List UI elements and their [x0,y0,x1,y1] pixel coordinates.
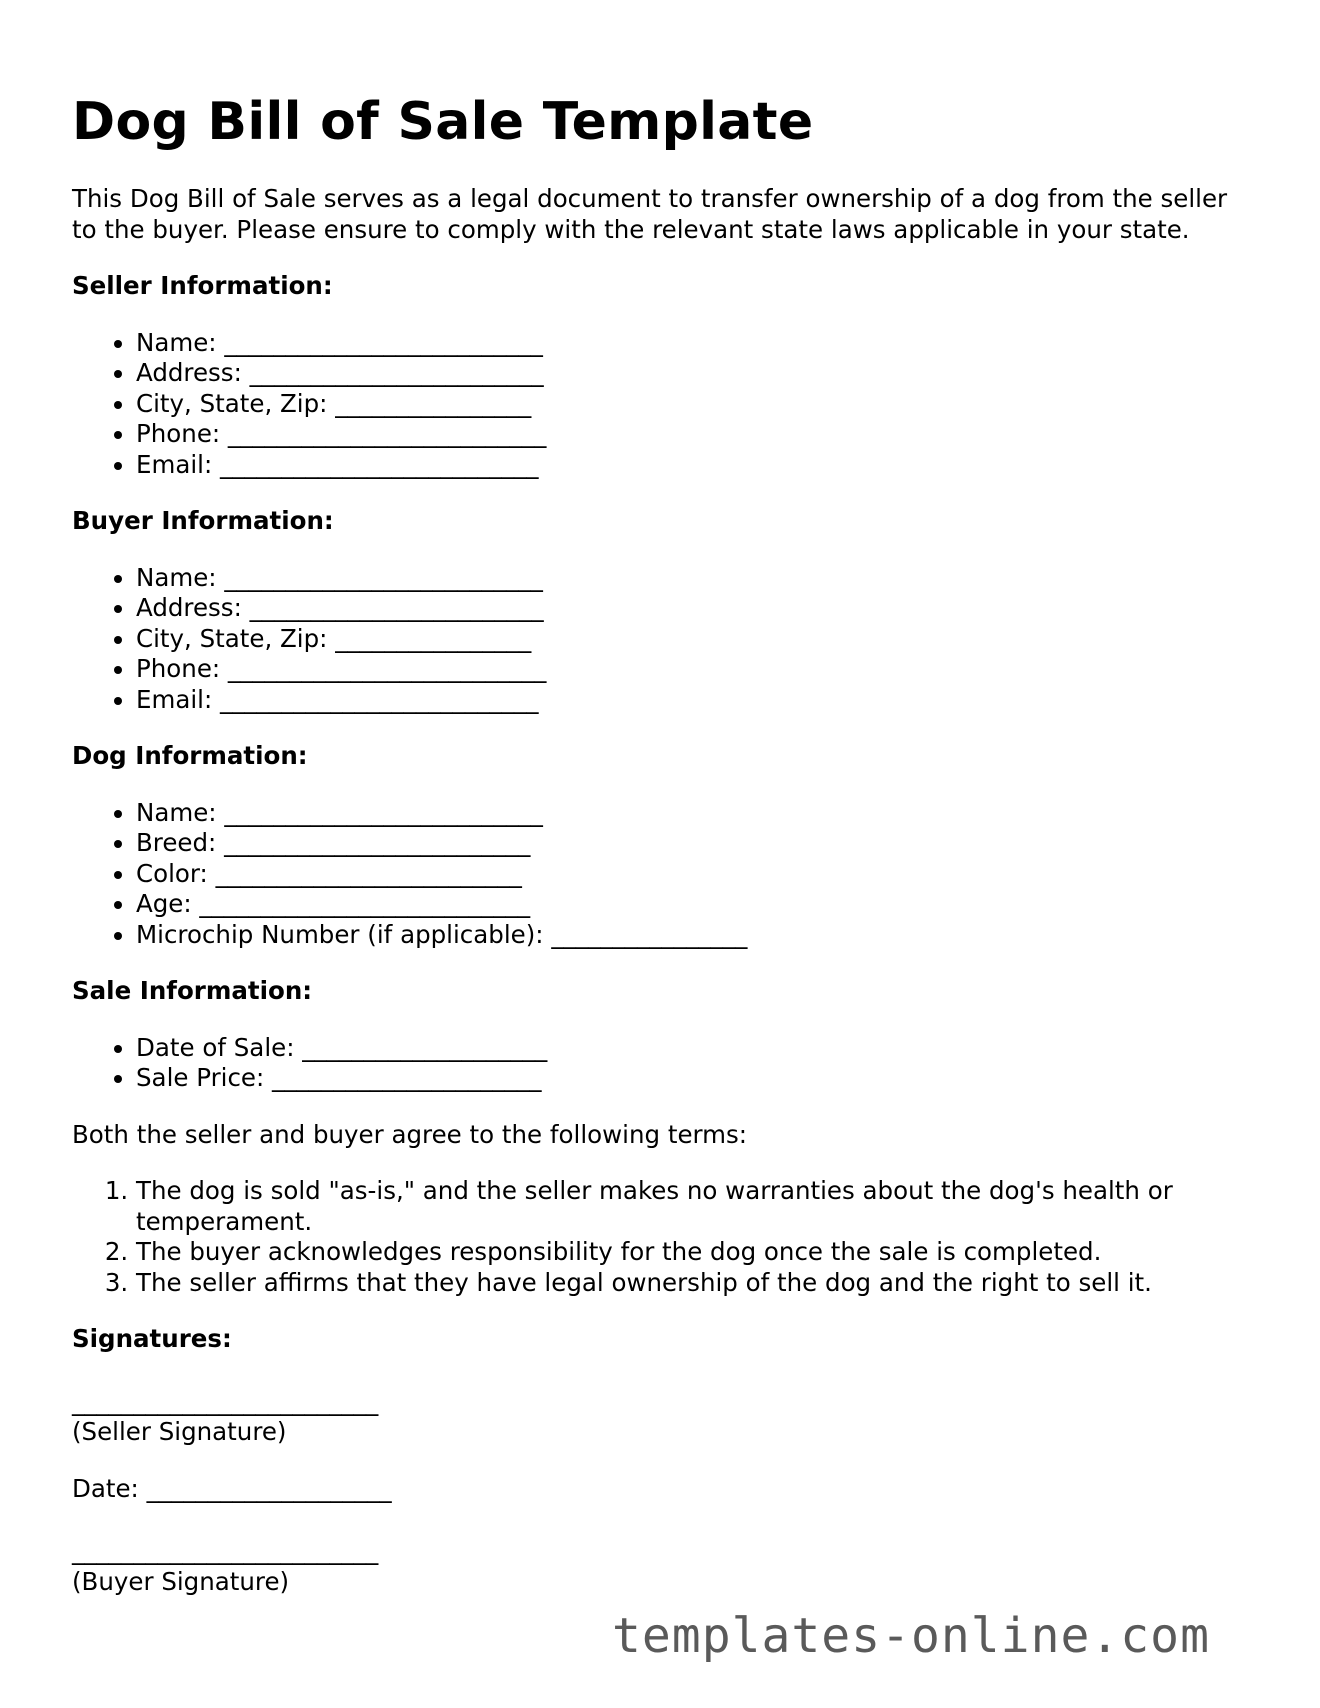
buyer-heading: Buyer Information: [72,506,334,535]
date-block [72,1474,1252,1505]
seller-signature-block [72,1387,1252,1448]
dog-heading: Dog Information: [72,741,308,770]
signatures-heading: Signatures: [72,1324,232,1353]
sale-heading: Sale Information: [72,976,313,1005]
buyer-signature-label: (Buyer Signature) [72,1566,290,1596]
watermark-text: templates-online.com [612,1608,1210,1664]
seller-name-field: • Name: __________________________ [136,328,1252,359]
seller-email-field: • Email: __________________________ [136,450,1252,481]
dog-color-field: • Color: _________________________ [136,859,1252,890]
buyer-signature-block [72,1536,1252,1597]
buyer-signature-line: _________________________ [72,1536,379,1565]
term-item: 2. The buyer acknowledges responsibility for the dog once the sale is completed. [136,1237,1252,1268]
seller-signature-line: _________________________ [72,1386,379,1416]
dog-age-field: • Age: ___________________________ [136,889,1252,920]
term-item: 3. The seller affirms that they have legal ownership of the dog and the right to sell it. [136,1268,1252,1299]
intro-paragraph: This Dog Bill of Sale serves as a legal document to transfer ownership of a dog from the seller to the buyer. Please ensure to comply with the relevant state laws applicable in your state. [72,184,1228,244]
seller-heading: Seller Information: [72,271,333,300]
terms-intro: Both the seller and buyer agree to the following terms: [72,1119,748,1149]
seller-fields-list [72,328,1252,481]
dog-breed-field: • Breed: _________________________ [136,828,1252,859]
dog-microchip-field: • Microchip Number (if applicable): ________________ [136,920,1252,951]
buyer-address-field: • Address: ________________________ [136,593,1252,624]
buyer-fields-list [72,563,1252,716]
buyer-name-field: • Name: __________________________ [136,563,1252,594]
dog-fields-list [72,798,1252,951]
seller-address-field: • Address: ________________________ [136,358,1252,389]
document-title: Dog Bill of Sale Template [72,92,814,152]
term-item: 1. The dog is sold "as-is," and the seller makes no warranties about the dog's health or temperament. [136,1176,1252,1237]
buyer-phone-field: • Phone: __________________________ [136,654,1252,685]
buyer-city-state-zip-field: • City, State, Zip: ________________ [136,624,1252,655]
terms-list [72,1176,1252,1298]
seller-signature-label: (Seller Signature) [72,1417,287,1446]
document-page [72,0,1252,1597]
seller-city-state-zip-field: • City, State, Zip: ________________ [136,389,1252,420]
seller-phone-field: • Phone: __________________________ [136,419,1252,450]
sale-fields-list [72,1033,1252,1094]
sale-price-field: • Sale Price: ______________________ [136,1063,1252,1094]
signature-date-line: Date: ____________________ [72,1473,392,1503]
dog-name-field: • Name: __________________________ [136,798,1252,829]
sale-date-field: • Date of Sale: ____________________ [136,1033,1252,1064]
buyer-email-field: • Email: __________________________ [136,685,1252,716]
